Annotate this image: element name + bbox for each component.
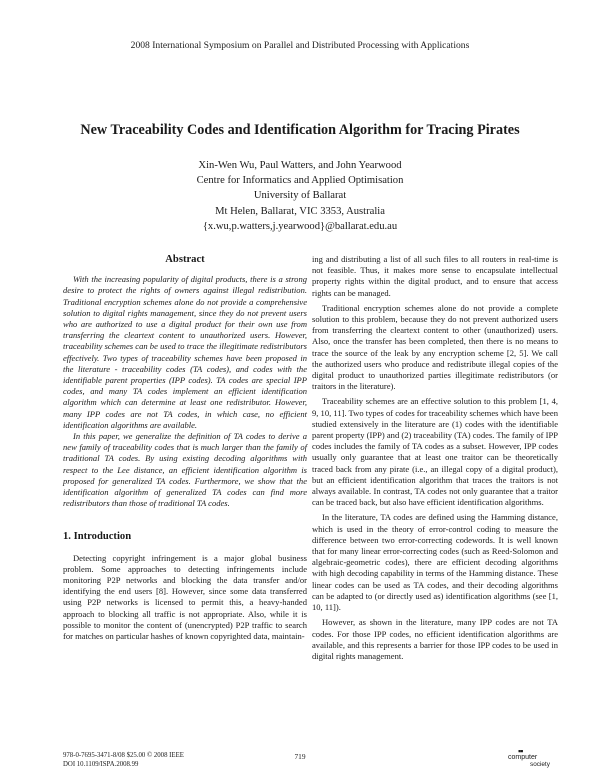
left-column bbox=[63, 254, 307, 642]
page-number: 719 bbox=[294, 752, 306, 761]
intro-paragraph-2: Traditional encryption schemes alone do not provide a complete solution to this problem, because they do not prevent authorized users from transferring the cleartext content to other (unauthorized) users. Also, once the transfer has been completed, then there is no means to trace the source of the leak by any encryption scheme [2, 5]. We call the authorized users who produce and redistribute illegal copies of the digital product to unauthorized parties illegitimate redistributors (or traitors in the literature). bbox=[312, 302, 558, 392]
computer-society-logo bbox=[508, 746, 564, 768]
ieee-mark-icon: ▪▪ bbox=[518, 746, 523, 756]
author-names: Xin-Wen Wu, Paul Watters, and John Yearwood bbox=[198, 160, 402, 171]
logo-text-line-2: society bbox=[530, 761, 550, 768]
author-email[interactable]: {x.wu,p.watters,j.yearwood}@ballarat.edu.au bbox=[202, 220, 398, 232]
intro-paragraph-5: However, as shown in the literature, many IPP codes are not TA codes. For those IPP codes, no efficient identification algorithms are available, and this represents a barrier for those IPP codes to be used in digital rights management. bbox=[312, 617, 558, 661]
abstract-paragraph-1: With the increasing popularity of digital products, there is a strong desire to protect the rights of owners against illegal redistribution. Traditional encryption schemes alone do not provide a comprehensive solution to digital rights management, since they do not prevent users who are authorized to use a digital product for their own use from transferring the cleartext content to unauthorized users. However, traceability schemes can be used to trace the illegitimate redistributors effectively. Two types of traceability schemes have been proposed in the literature - traceability codes (TA codes), and codes with the identifiable parent properties (IPP codes). TA codes are special IPP codes, and many TA codes implement an efficient identification algorithm which can determine at least one redistributor. However, many IPP codes are not TA codes, in which case, no efficient identification algorithms are available. bbox=[63, 274, 307, 430]
footer-doi: DOI 10.1109/ISPA.2008.99 bbox=[63, 760, 139, 768]
paper-title: New Traceability Codes and Identification Algorithm for Tracing Pirates bbox=[80, 122, 520, 138]
right-column bbox=[312, 254, 558, 662]
intro-paragraph-4: In the literature, TA codes are defined using the Hamming distance, which is used in the theory of error-control coding to measure the difference between two error-correcting codewords. It is well known that for many linear error-correcting codes (such as Reed-Solomon and algebraic-geometric codes), there are efficient decoding algorithms with high decoding capability in terms of the Hamming distance. These linear codes can be used as TA codes, and their decoding algorithms can be adapted to (or directly used as) identification algorithms (see [1, 10, 11]). bbox=[312, 512, 558, 613]
footer-isbn: 978-0-7695-3471-8/08 $25.00 © 2008 IEEE bbox=[63, 752, 184, 759]
logo-text-line-1: computer bbox=[508, 754, 538, 761]
intro-paragraph-1: Detecting copyright infringement is a major global business problem. Some approaches to detecting infringements include monitoring P2P networks and blocking the data transfer and/or identifying the end users [8]. However, since some data transferred using P2P networks is licensed to permit this, a heavy-handed approach to blocking all traffic is not appropriate. Also, while it is possible to monitor the content of (unencrypted) P2P traffic to search for matches on particular hashes of known copyrighted data, maintain- bbox=[63, 552, 307, 642]
section-heading-introduction: 1. Introduction bbox=[63, 531, 132, 543]
abstract-heading: Abstract bbox=[165, 254, 205, 265]
abstract-paragraph-2: In this paper, we generalize the definition of TA codes to derive a new family of traceability codes that is much larger than the family of traditional TA codes. By using existing decoding algorithms with respect to the Lee distance, an efficient identification algorithm is proposed for generalized TA codes. Furthermore, we show that the identification algorithm of generalized TA codes can find more redistributors than those of traditional TA codes. bbox=[63, 431, 307, 509]
author-address: Mt Helen, Ballarat, VIC 3353, Australia bbox=[215, 205, 385, 217]
conference-header: 2008 International Symposium on Parallel and Distributed Processing with Applications bbox=[130, 40, 470, 51]
author-affiliation: Centre for Informatics and Applied Optimisation bbox=[196, 175, 404, 187]
author-university: University of Ballarat bbox=[253, 190, 347, 202]
author-block bbox=[120, 158, 480, 234]
intro-paragraph-continued: ing and distributing a list of all such files to all routers in real-time is not feasible. Thus, it makes more sense to encapsulate intellectual property rights within the digital product, and to ensure that access rights can be managed. bbox=[312, 254, 558, 298]
intro-paragraph-3: Traceability schemes are an effective solution to this problem [1, 4, 9, 10, 11]. Two types of codes for traceability schemes which have been studied extensively in the literature are (1) codes with the identifiable parent property (IPP) and (2) traceability (TA) codes. The family of IPP codes includes the family of TA codes as a subset. However, IPP codes usually only guarantee that at least one traitor can be theoretically traced back from any pirate (i.e., an illegal copy of a digital product), but an efficient identification algorithm that traces the traitors is not always available. In contrast, TA codes not only guarantee that a traitor can be traced back, but also have efficient identification algorithms. bbox=[312, 396, 558, 508]
abstract-body bbox=[63, 274, 307, 509]
